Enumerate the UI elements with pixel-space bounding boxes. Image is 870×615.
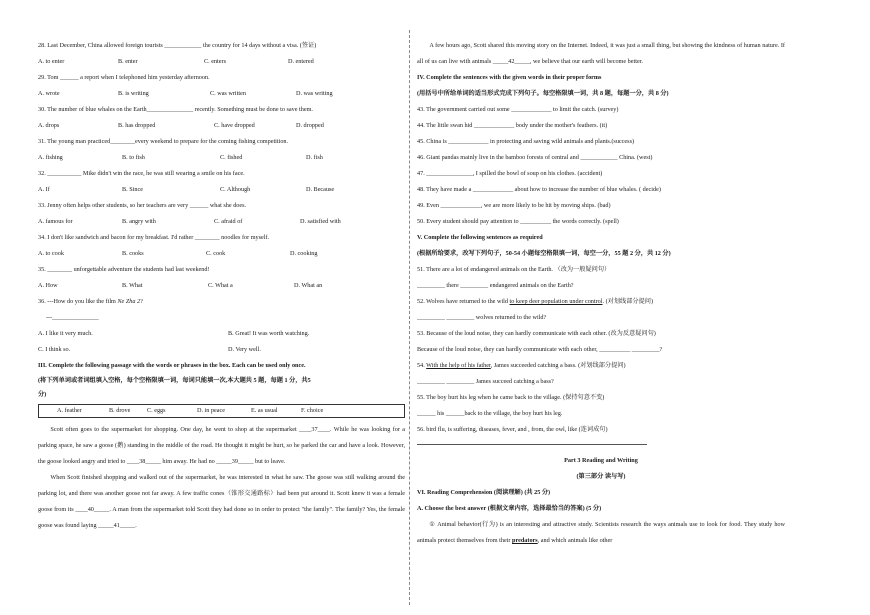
- question-55-answer: ______ his ______back to the village, the boy hurt his leg.: [417, 410, 563, 417]
- option-d[interactable]: D. What an: [294, 282, 323, 289]
- question-55-original: 55. The boy hurt his leg when he came back to the village. (保持句意不变): [417, 394, 605, 401]
- answer-line: [417, 444, 647, 445]
- option-b[interactable]: B. What: [122, 282, 143, 289]
- question-31-stem: 31. The young man practiced________every weekend to prepare for the coming fishing competition.: [38, 138, 289, 145]
- question-36-prefix: 36. ---How do you like the film: [38, 298, 118, 305]
- question-43: 43. The government carried out some _____________ to limit the catch. (survey): [417, 106, 619, 113]
- question-52-prefix: 52. Wolves have returned to the wild: [417, 298, 510, 305]
- right-column: [417, 38, 785, 549]
- question-29-stem: 29. Tom ______ a report when I telephoned him yesterday afternoon.: [38, 74, 210, 81]
- question-32-stem: 32. ___________ Mike didn't win the race, he was still wearing a smile on his face.: [38, 170, 245, 177]
- question-54-prefix: 54.: [417, 362, 427, 369]
- word-b: B. drove: [109, 407, 131, 414]
- reading-passage-prefix: ① Animal behavior(行为) is an interesting and attractive study. Scientists research the ways animals use to look for food. They study how animals protect themselves from their: [417, 521, 785, 544]
- word-f: F. choice: [301, 407, 324, 414]
- option-d[interactable]: D. dropped: [296, 122, 324, 129]
- option-b[interactable]: B. Great! It was worth watching.: [228, 330, 310, 337]
- word-d: D. in peace: [197, 407, 226, 414]
- option-c[interactable]: C. have dropped: [214, 122, 255, 129]
- question-30-options: [38, 118, 405, 134]
- question-52-answer: _________ _________ wolves returned to the wild?: [417, 314, 547, 321]
- option-c[interactable]: C. enters: [204, 58, 226, 65]
- option-b[interactable]: B. enter: [118, 58, 138, 65]
- reading-passage-paragraph-1: [417, 517, 785, 549]
- question-35-options: [38, 278, 405, 294]
- passage-paragraph-1: Scott often goes to the supermarket for shopping. One day, he went to shop at the supermarket ____37____. While he was looking for a parking space, he saw a goose (鹅) standing in the middle of the road. He thought it might be hurt, so he parked the car and have a look. However, the goose looked angry and tried to ____38_____ him away. He had no _____39_____ but to leave.: [38, 426, 405, 465]
- question-51-answer: _________ there _________ endangered animals on the Earth?: [417, 282, 574, 289]
- option-a[interactable]: A. I like it very much.: [38, 330, 93, 337]
- question-45: 45. China is _____________ in protecting and saving wild animals and plants.(success): [417, 138, 635, 145]
- option-a[interactable]: A. fishing: [38, 154, 63, 161]
- option-a[interactable]: A. famous for: [38, 218, 73, 225]
- column-divider: [409, 30, 410, 605]
- option-c[interactable]: C. was written: [210, 90, 246, 97]
- question-36-suffix: ?: [140, 298, 143, 305]
- section-4-title: IV. Complete the sentences with the given words in their proper forms: [417, 74, 602, 81]
- section-6-title: VI. Reading Comprehension (阅读理解) (共 25 分): [417, 489, 551, 496]
- word-e: E. as usual: [251, 407, 278, 414]
- part-3-title: Part 3 Reading and Writing: [564, 457, 638, 464]
- question-36-options-row1: [38, 326, 405, 342]
- question-47: 47. _______________, I spilled the bowl of soup on his clothes. (accident): [417, 170, 603, 177]
- question-35-stem: 35. ________ unforgettable adventure the students had last weekend!: [38, 266, 210, 273]
- option-d[interactable]: D. fish: [306, 154, 323, 161]
- option-a[interactable]: A. wrote: [38, 90, 60, 97]
- word-a: A. feather: [57, 407, 82, 414]
- option-a[interactable]: A. How: [38, 282, 58, 289]
- keyword-predators: predators: [512, 537, 538, 544]
- question-49: 49. Even _____________, we are more likely to be hit by moving ships. (bad): [417, 202, 611, 209]
- section-a-title: A. Choose the best answer (根据文章内容，选择最恰当的答案) (5 分): [417, 505, 602, 512]
- question-52-suffix: . (对划线部分提问): [602, 298, 654, 305]
- reading-passage-suffix: , and which animals like other: [537, 537, 613, 544]
- option-c[interactable]: C. afraid of: [214, 218, 243, 225]
- question-52-original: [417, 294, 785, 310]
- question-54-underlined: With the help of his father: [426, 362, 491, 369]
- word-box: [38, 404, 405, 418]
- question-36-stem: [38, 294, 405, 310]
- question-36-options-row2: [38, 342, 405, 358]
- question-53-original: 53. Because of the loud noise, they can hardly communicate with each other. (改为反意疑问句): [417, 330, 656, 337]
- option-c[interactable]: C. Although: [220, 186, 251, 193]
- question-28-options: [38, 54, 405, 70]
- question-54-answer: _________ _________ James succeed catching a bass?: [417, 378, 554, 385]
- question-34-options: [38, 246, 405, 262]
- section-5-instructions: (根据所给要求，改写下列句子，50-54 小题每空格限填一词，每空一分，55 题 2 分，共 12 分): [417, 250, 671, 257]
- option-d[interactable]: D. Because: [306, 186, 335, 193]
- question-54-suffix: , James succeeded catching a bass. (对划线部分提问): [490, 362, 626, 369]
- word-c: C. eggs: [147, 407, 166, 414]
- option-b[interactable]: B. has dropped: [118, 122, 156, 129]
- question-33-stem: 33. Jenny often helps other students, so her teachers are very ______ what she does.: [38, 202, 247, 209]
- option-c[interactable]: C. cook: [206, 250, 226, 257]
- section-3-instructions-cont: 分): [38, 391, 47, 398]
- question-52-underlined: to keep deer population under control: [509, 298, 603, 305]
- option-b[interactable]: B. is writing: [118, 90, 149, 97]
- passage-paragraph-3: A few hours ago, Scott shared this moving story on the Internet. Indeed, it was just a small thing, but showing the kindness of human nature. If all of us can live with animals _____42_____, we believe that our earth will become better.: [417, 42, 785, 65]
- section-4-instructions: (用括号中所给单词的适当形式完成下列句子。每空格限填一词，共 8 题，每题一分，共 8 分): [417, 90, 669, 97]
- option-c[interactable]: C. What a: [208, 282, 233, 289]
- question-36-reply: ---_______________: [46, 314, 99, 321]
- option-d[interactable]: D. satisfied with: [300, 218, 341, 225]
- option-d[interactable]: D. cooking: [290, 250, 318, 257]
- option-b[interactable]: B. cooks: [122, 250, 144, 257]
- question-51-original: 51. There are a lot of endangered animals on the Earth. （改为一般疑问句）: [417, 266, 611, 273]
- question-28-stem: 28. Last December, China allowed foreign tourists ____________ the country for 14 days without a visa. (签证): [38, 42, 317, 49]
- left-column: [38, 38, 405, 534]
- question-34-stem: 34. I don't like sandwich and bacon for my breakfast. I'd rather ________ noodles for myself.: [38, 234, 270, 241]
- option-b[interactable]: B. angry with: [122, 218, 156, 225]
- question-53-answer: Because of the loud noise, they can hardly communicate with each other, __________ _________?: [417, 346, 663, 353]
- option-c[interactable]: C. fished: [220, 154, 243, 161]
- question-48: 48. They have made a _____________ about how to increase the number of blue whales. ( decide): [417, 186, 661, 193]
- question-33-options: [38, 214, 405, 230]
- question-31-options: [38, 150, 405, 166]
- option-d[interactable]: D. was writing: [296, 90, 333, 97]
- question-54-original: [417, 358, 785, 374]
- option-a[interactable]: A. drops: [38, 122, 60, 129]
- question-50: 50. Every student should pay attention to __________ the words correctly. (spell): [417, 218, 619, 225]
- passage-paragraph-2: When Scott finished shopping and walked out of the supermarket, he was interested in what he saw. The goose was still walking around the parking lot, and there was another goose not far away. A few traffic cones（锥形交通路标）had been put around it. Scott knew it was a female goose from its ____40_____. A man from the supermarket told Scott they had done so in order to protect "the family". The family? Yes, the female goose was found laying _____41_____.: [38, 474, 405, 529]
- section-3-instructions: (将下列单词或者词组填入空格，每个空格限填一词，每词只能填一次,本大题共 5 题，每题 1 分，共5: [38, 377, 311, 384]
- question-32-options: [38, 182, 405, 198]
- option-d[interactable]: D. entered: [288, 58, 314, 65]
- question-56: 56. bird flu, is suffering, diseases, fever, and , from, the owl, like (连词成句): [417, 426, 608, 433]
- question-46: 46. Giant pandas mainly live in the bamboo forests of central and ____________ China. (west): [417, 154, 653, 161]
- film-title: Ne Zha 2: [117, 298, 141, 305]
- option-a[interactable]: A. If: [38, 186, 50, 193]
- section-5-title: V. Complete the following sentences as required: [417, 234, 543, 241]
- question-29-options: [38, 86, 405, 102]
- option-b[interactable]: B. Since: [122, 186, 143, 193]
- option-a[interactable]: A. to enter: [38, 58, 65, 65]
- question-30-stem: 30. The number of blue whales on the Earth_______________ recently. Something must be done to save them.: [38, 106, 313, 113]
- option-d[interactable]: D. Very well.: [228, 346, 261, 353]
- question-44: 44. The little swan hid _____________ body under the mother's feathers. (it): [417, 122, 608, 129]
- option-c[interactable]: C. I think so.: [38, 346, 71, 353]
- part-3-subtitle: (第三部分 读与写): [576, 473, 626, 480]
- option-b[interactable]: B. to fish: [122, 154, 145, 161]
- section-3-title: III. Complete the following passage with the words or phrases in the box. Each can be used only once.: [38, 362, 306, 369]
- option-a[interactable]: A. to cook: [38, 250, 64, 257]
